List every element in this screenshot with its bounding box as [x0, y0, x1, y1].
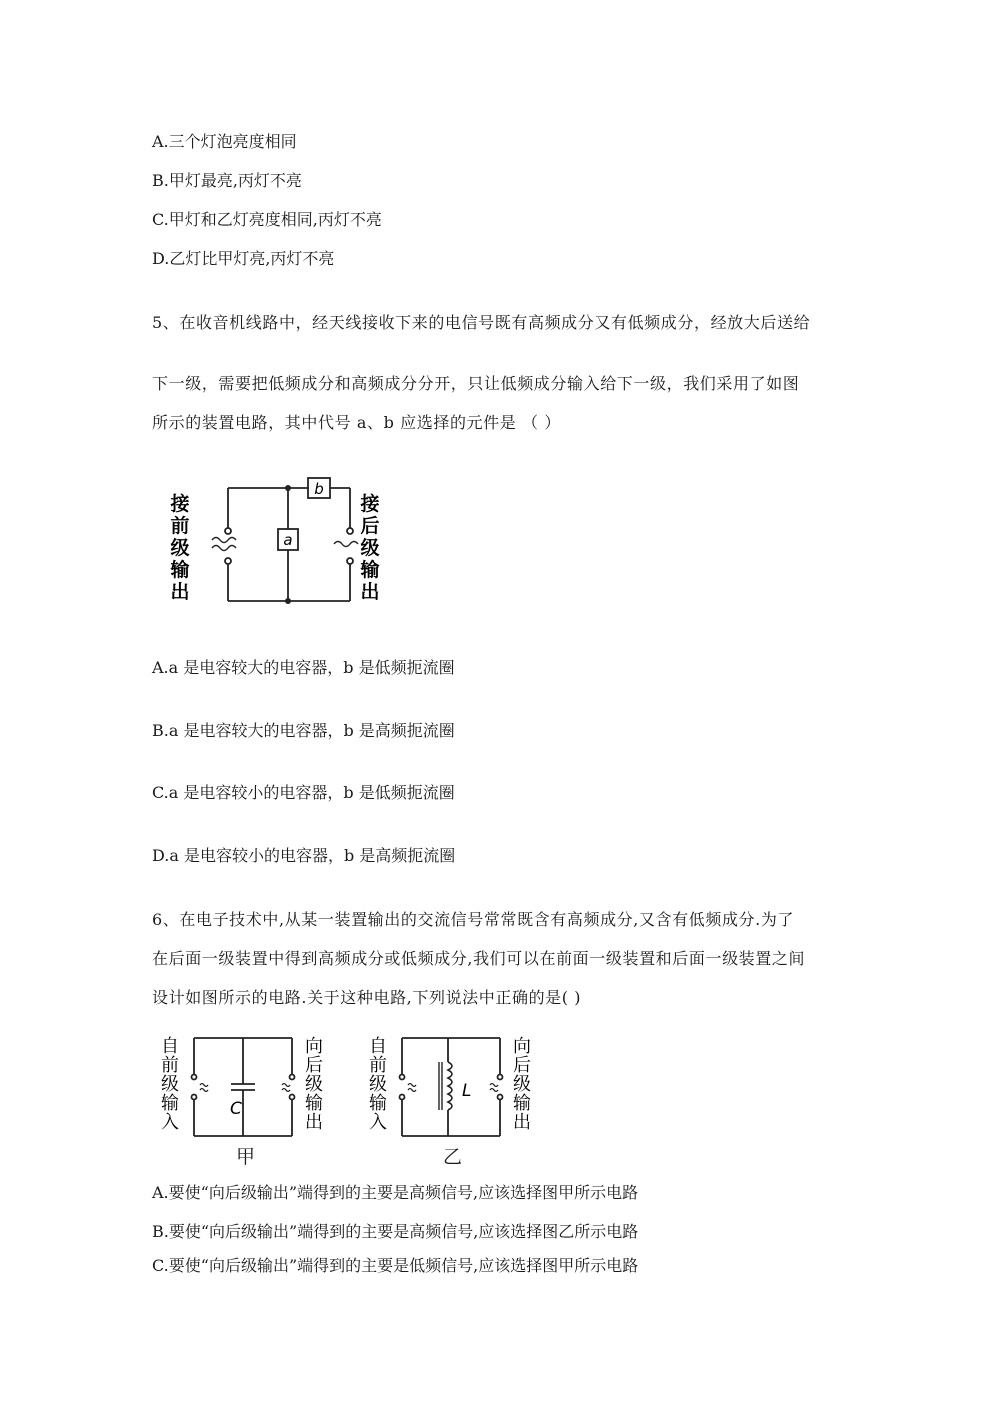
q6-circuit-yi — [366, 1032, 536, 1140]
yi-right-label-char: 输 — [513, 1093, 531, 1114]
q4-option-c: C.甲灯和乙灯亮度相同,丙灯不亮 — [152, 210, 382, 229]
q5-left-label-char: 前 — [170, 515, 190, 537]
element-b-label: b — [314, 480, 324, 498]
element-a-label: a — [283, 531, 293, 549]
q5-stem-line-2: 下一级，需要把低频成分和高频成分分开，只让低频成分输入给下一级，我们采用了如图 — [152, 374, 800, 393]
yi-left-label-char: 自 — [369, 1036, 387, 1057]
q6-stem-line-3: 设计如图所示的电路.关于这种电路,下列说法中正确的是( ) — [152, 988, 582, 1007]
q6-stem-line-2: 在后面一级装置中得到高频成分或低频成分,我们可以在前面一级装置和后面一级装置之间 — [152, 949, 806, 968]
yi-right-label-char: 后 — [513, 1055, 531, 1076]
q5-stem-line-1: 5、在收音机线路中，经天线接收下来的电信号既有高频成分又有低频成分，经放大后送给 — [152, 313, 811, 332]
yi-left-label-char: 入 — [369, 1112, 387, 1133]
jia-left-label-char: 级 — [161, 1074, 179, 1095]
capacitor-label: C — [230, 1099, 242, 1119]
jia-left-label-char: 自 — [161, 1036, 179, 1057]
q6-option-b: B.要使“向后级输出”端得到的主要是高频信号,应该选择图乙所示电路 — [152, 1222, 639, 1241]
q6-circuit-jia — [158, 1032, 328, 1140]
jia-right-label-char: 级 — [305, 1074, 323, 1095]
q5-right-label-char: 接 — [360, 493, 380, 515]
q6-option-a: A.要使“向后级输出”端得到的主要是高频信号,应该选择图甲所示电路 — [152, 1183, 639, 1202]
q5-left-label-char: 出 — [170, 581, 190, 603]
caption-jia: 甲 — [236, 1146, 256, 1168]
jia-right-label-char: 向 — [305, 1036, 323, 1057]
yi-left-label-char: 前 — [369, 1055, 387, 1076]
q5-right-label-char: 级 — [360, 537, 380, 559]
q5-circuit-figure — [160, 470, 400, 610]
yi-right-label-char: 出 — [513, 1112, 531, 1133]
q5-left-label-char: 接 — [170, 493, 190, 515]
q5-right-label-char: 出 — [360, 581, 380, 603]
q6-stem-line-1: 6、在电子技术中,从某一装置输出的交流信号常常既含有高频成分,又含有低频成分.为了 — [152, 910, 795, 929]
q4-option-a: A.三个灯泡亮度相同 — [152, 132, 297, 151]
q4-option-d: D.乙灯比甲灯亮,丙灯不亮 — [152, 249, 335, 268]
inductor-label: L — [462, 1081, 472, 1101]
q5-right-label-char: 输 — [360, 559, 380, 581]
q4-option-b: B.甲灯最亮,丙灯不亮 — [152, 171, 302, 190]
q5-stem-line-3: 所示的装置电路，其中代号 a、b 应选择的元件是 （ ） — [152, 413, 561, 432]
caption-yi: 乙 — [443, 1146, 463, 1168]
jia-left-label-char: 输 — [161, 1093, 179, 1114]
jia-right-label-char: 输 — [305, 1093, 323, 1114]
jia-left-label-char: 入 — [161, 1112, 179, 1133]
q5-option-c: C.a 是电容较小的电容器，b 是低频扼流圈 — [152, 783, 455, 802]
q5-left-label-char: 输 — [170, 559, 190, 581]
q5-option-b: B.a 是电容较大的电容器，b 是高频扼流圈 — [152, 721, 455, 740]
jia-right-label-char: 出 — [305, 1112, 323, 1133]
jia-left-label-char: 前 — [161, 1055, 179, 1076]
q5-right-label-char: 后 — [360, 515, 380, 537]
q5-option-d: D.a 是电容较小的电容器，b 是高频扼流圈 — [152, 846, 456, 865]
q6-option-c: C.要使“向后级输出”端得到的主要是低频信号,应该选择图甲所示电路 — [152, 1256, 639, 1275]
yi-left-label-char: 级 — [369, 1074, 387, 1095]
jia-right-label-char: 后 — [305, 1055, 323, 1076]
q5-option-a: A.a 是电容较大的电容器，b 是低频扼流圈 — [152, 658, 455, 677]
yi-left-label-char: 输 — [369, 1093, 387, 1114]
yi-right-label-char: 级 — [513, 1074, 531, 1095]
yi-right-label-char: 向 — [513, 1036, 531, 1057]
q5-left-label-char: 级 — [170, 537, 190, 559]
